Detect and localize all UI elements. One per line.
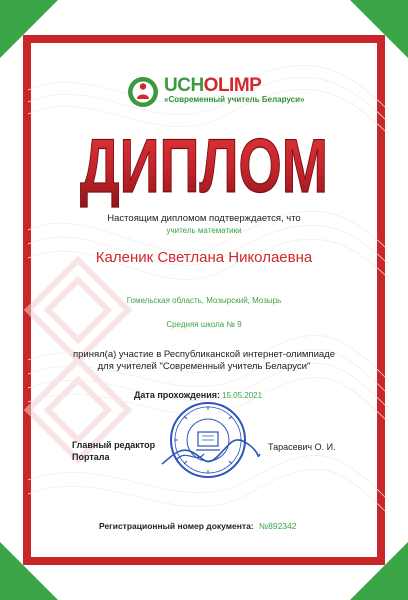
official-stamp-with-signature xyxy=(156,394,260,486)
ucholimp-logo xyxy=(126,75,305,111)
recipient-role: учитель математики xyxy=(166,226,242,235)
recipient-school: Средняя школа № 9 xyxy=(166,320,242,329)
participation-text-line-1: принял(а) участие в Республиканской интернет-олимпиаде xyxy=(73,349,335,360)
recipient-name: Каленик Светлана Николаевна xyxy=(95,249,313,266)
editor-title-line-1: Главный редактор xyxy=(72,440,156,450)
registration-number: №892342 xyxy=(259,521,297,531)
participation-text-line-2: для учителей "Современный учитель Беларуси" xyxy=(97,361,311,372)
corner-decoration-top-right xyxy=(350,0,408,58)
diploma-title xyxy=(76,122,332,208)
logo-name: UCHOLIMP xyxy=(164,75,262,96)
logo-mark-icon xyxy=(126,75,160,109)
logo-tagline: «Современный учитель Беларуси» xyxy=(164,95,305,104)
editor-title-line-2: Портала xyxy=(72,452,110,462)
corner-decoration-bottom-left xyxy=(0,542,58,600)
diploma-title-text: ДИПЛОМ xyxy=(80,124,328,209)
date-value: 15.05.2021 xyxy=(222,391,263,400)
confirmation-text: Настоящим дипломом подтверждается, что xyxy=(107,213,301,224)
date-label: Дата прохождения: xyxy=(134,390,221,400)
recipient-region: Гомельская область, Мозырский, Мозырь xyxy=(126,296,282,305)
corner-decoration-top-left xyxy=(0,0,58,58)
signer-name: Тарасевич О. И. xyxy=(268,442,336,452)
registration-label: Регистрационный номер документа: xyxy=(99,521,254,531)
corner-decoration-bottom-right xyxy=(350,542,408,600)
